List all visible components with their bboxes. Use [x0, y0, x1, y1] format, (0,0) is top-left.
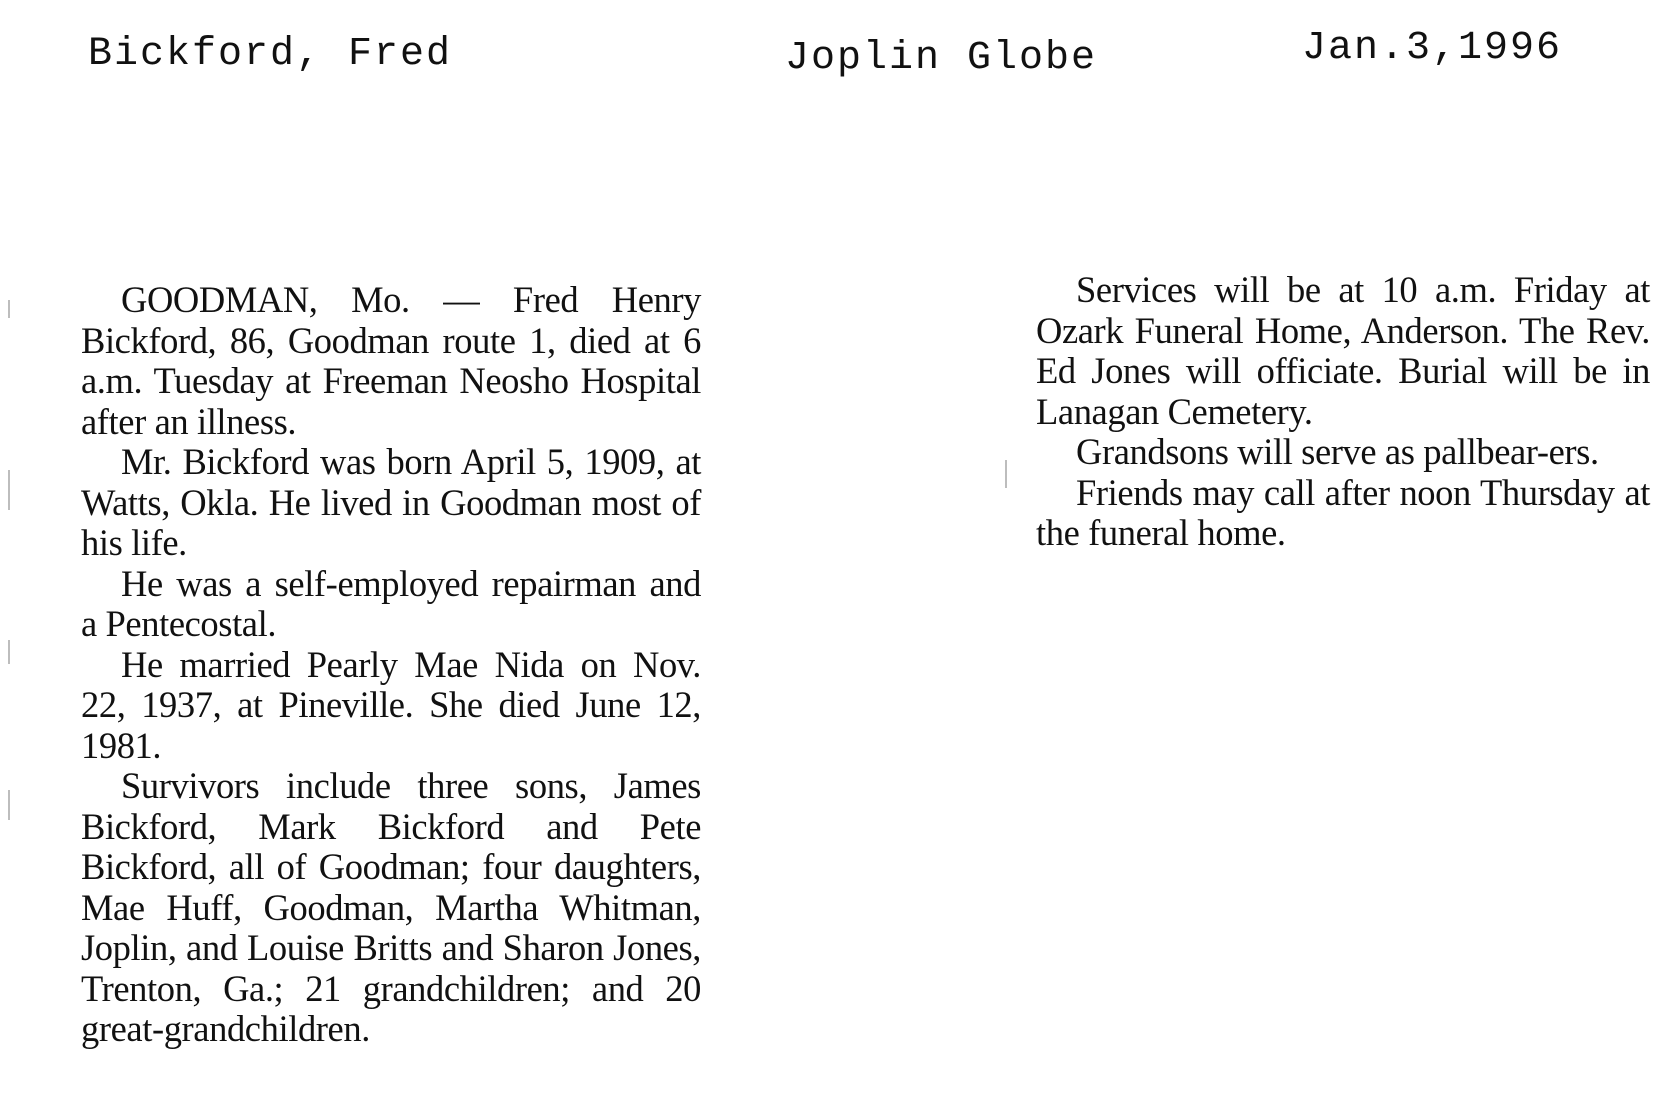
- paragraph-marriage: He married Pearly Mae Nida on Nov. 22, 1937, at Pineville. She died June 12, 1981.: [81, 643, 701, 766]
- obituary-left-column: [81, 280, 701, 1050]
- scan-speck: [8, 300, 10, 318]
- scan-speck: [1005, 460, 1007, 488]
- paragraph-birth: Mr. Bickford was born April 5, 1909, at Watts, Okla. He lived in Goodman most of his life.: [81, 441, 701, 563]
- paragraph-occupation: He was a self-employed repairman and a Pentecostal.: [81, 562, 701, 644]
- header-name: Bickford, Fred: [88, 32, 453, 77]
- scan-speck: [8, 640, 10, 664]
- obituary-right-column: [1036, 270, 1650, 554]
- scan-speck: [8, 470, 10, 510]
- paragraph-death-notice: GOODMAN, Mo. — Fred Henry Bickford, 86, Goodman route 1, died at 6 a.m. Tuesday at Freeman Neosho Hospital after an illness.: [81, 279, 701, 442]
- header-date: Jan.3,1996: [1302, 26, 1563, 71]
- scan-speck: [8, 790, 10, 820]
- paragraph-pallbearers: Grandsons will serve as pallbear-ers.: [1076, 431, 1599, 472]
- paragraph-services: Services will be at 10 a.m. Friday at Ozark Funeral Home, Anderson. The Rev. Ed Jones will officiate. Burial will be in Lanagan Cemetery.: [1036, 269, 1650, 432]
- paragraph-visitation: Friends may call after noon Thursday at the funeral home.: [1036, 471, 1650, 553]
- header-newspaper: Joplin Globe: [785, 36, 1098, 81]
- paragraph-survivors: Survivors include three sons, James Bickford, Mark Bickford and Pete Bickford, all of Goodman; four daughters, Mae Huff, Goodman, Martha Whitman, Joplin, and Louise Britts and Sharon Jones, Trenton, Ga.; 21 grandchildren; and 20 great-grandchildren.: [81, 765, 701, 1049]
